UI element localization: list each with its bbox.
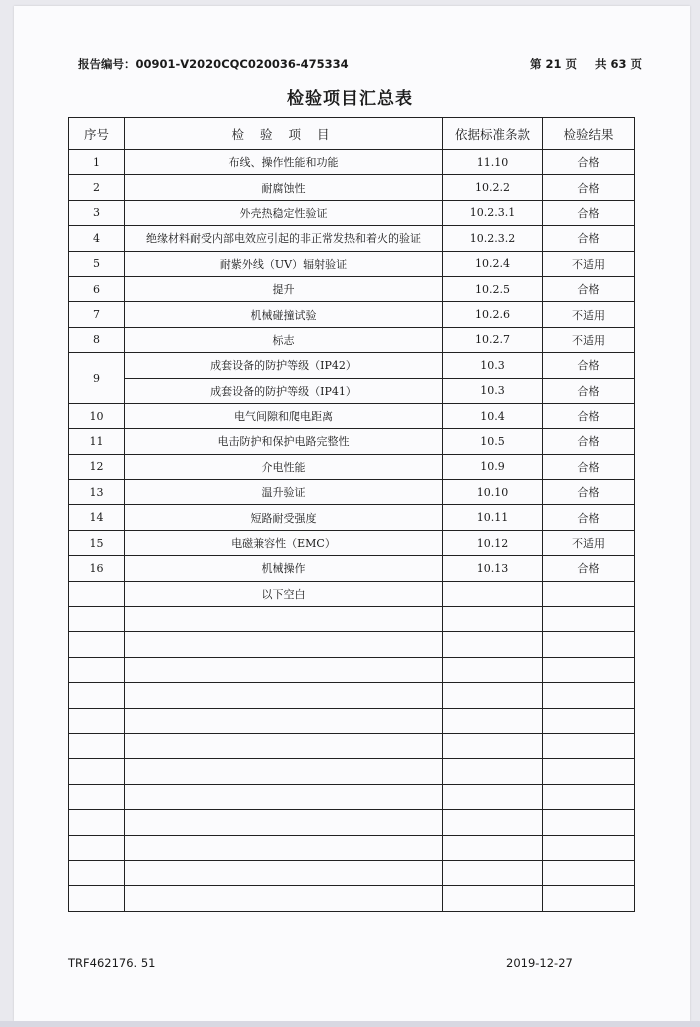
empty-cell <box>69 708 125 733</box>
row-clause: 10.2.2 <box>443 175 543 200</box>
empty-cell <box>543 784 635 809</box>
empty-cell <box>69 657 125 682</box>
row-clause: 10.2.3.2 <box>443 226 543 251</box>
row-no: 11 <box>69 429 125 454</box>
row-no: 8 <box>69 327 125 352</box>
row-no: 2 <box>69 175 125 200</box>
row-clause: 10.2.3.1 <box>443 200 543 225</box>
row-result: 合格 <box>543 505 635 530</box>
table-row-empty <box>69 835 635 860</box>
blank-note: 以下空白 <box>125 581 443 606</box>
empty-cell <box>443 860 543 885</box>
table-row-empty <box>69 708 635 733</box>
table-row <box>69 505 635 530</box>
row-result: 合格 <box>543 150 635 175</box>
row-item: 电气间隙和爬电距离 <box>125 403 443 428</box>
row-result: 不适用 <box>543 302 635 327</box>
row-no: 9 <box>69 353 125 404</box>
empty-cell <box>443 683 543 708</box>
row-clause: 10.12 <box>443 530 543 555</box>
table-row <box>69 530 635 555</box>
empty-cell <box>543 810 635 835</box>
row-no: 15 <box>69 530 125 555</box>
empty-cell <box>443 733 543 758</box>
row-item: 布线、操作性能和功能 <box>125 150 443 175</box>
row-result: 合格 <box>543 175 635 200</box>
report-number: 报告编号：00901-V2020CQC020036-475334 <box>78 57 349 71</box>
empty-cell <box>543 607 635 632</box>
row-result <box>543 581 635 606</box>
row-clause: 10.13 <box>443 556 543 581</box>
row-no: 13 <box>69 480 125 505</box>
row-item: 耐紫外线（UV）辐射验证 <box>125 251 443 276</box>
row-item: 耐腐蚀性 <box>125 175 443 200</box>
table-body <box>69 150 635 912</box>
table-row-empty <box>69 886 635 911</box>
table-row <box>69 226 635 251</box>
empty-cell <box>443 708 543 733</box>
page-title: 检验项目汇总表 <box>287 89 413 109</box>
empty-cell <box>125 784 443 809</box>
page-total: 共 63 页 <box>594 57 642 71</box>
empty-cell <box>443 632 543 657</box>
table-header-row <box>69 118 635 150</box>
table-row-empty <box>69 860 635 885</box>
row-clause: 11.10 <box>443 150 543 175</box>
row-item: 成套设备的防护等级（IP41） <box>125 378 443 403</box>
row-result: 不适用 <box>543 530 635 555</box>
row-clause: 10.9 <box>443 454 543 479</box>
header-result: 检验结果 <box>543 118 635 150</box>
row-result: 合格 <box>543 429 635 454</box>
row-result: 不适用 <box>543 251 635 276</box>
row-item: 成套设备的防护等级（IP42） <box>125 353 443 378</box>
header-clause: 依据标准条款 <box>443 118 543 150</box>
table-row <box>69 353 635 378</box>
header-item: 检 验 项 目 <box>125 118 443 150</box>
empty-cell <box>69 632 125 657</box>
empty-cell <box>543 759 635 784</box>
empty-cell <box>543 860 635 885</box>
empty-cell <box>125 657 443 682</box>
summary-table <box>68 117 635 912</box>
empty-cell <box>125 632 443 657</box>
row-result: 合格 <box>543 556 635 581</box>
row-no: 14 <box>69 505 125 530</box>
empty-cell <box>443 759 543 784</box>
table-row-empty <box>69 632 635 657</box>
row-clause: 10.2.4 <box>443 251 543 276</box>
empty-cell <box>69 886 125 911</box>
row-no <box>69 581 125 606</box>
row-no: 5 <box>69 251 125 276</box>
empty-cell <box>125 860 443 885</box>
row-clause: 10.4 <box>443 403 543 428</box>
empty-cell <box>125 733 443 758</box>
table-row-empty <box>69 657 635 682</box>
table-row <box>69 480 635 505</box>
empty-cell <box>69 784 125 809</box>
empty-cell <box>125 607 443 632</box>
row-no: 4 <box>69 226 125 251</box>
table-row-empty <box>69 810 635 835</box>
row-clause: 10.3 <box>443 353 543 378</box>
table-row-empty <box>69 607 635 632</box>
row-result: 合格 <box>543 378 635 403</box>
issue-date: 2019-12-27 <box>506 956 573 970</box>
empty-cell <box>69 835 125 860</box>
empty-cell <box>125 886 443 911</box>
empty-cell <box>443 607 543 632</box>
empty-cell <box>543 657 635 682</box>
row-item: 电击防护和保护电路完整性 <box>125 429 443 454</box>
row-result: 合格 <box>543 403 635 428</box>
empty-cell <box>69 607 125 632</box>
row-no: 6 <box>69 276 125 301</box>
summary-table-wrapper <box>68 117 634 912</box>
empty-cell <box>543 708 635 733</box>
row-result: 合格 <box>543 276 635 301</box>
table-row-blank-note <box>69 581 635 606</box>
empty-cell <box>443 810 543 835</box>
page-current: 第 21 页 <box>529 57 577 71</box>
empty-cell <box>443 886 543 911</box>
row-item: 标志 <box>125 327 443 352</box>
table-row <box>69 429 635 454</box>
row-no: 16 <box>69 556 125 581</box>
row-result: 合格 <box>543 226 635 251</box>
empty-cell <box>543 886 635 911</box>
empty-cell <box>443 657 543 682</box>
row-item: 绝缘材料耐受内部电效应引起的非正常发热和着火的验证 <box>125 226 443 251</box>
table-row <box>69 200 635 225</box>
empty-cell <box>69 810 125 835</box>
table-row-empty <box>69 733 635 758</box>
row-clause <box>443 581 543 606</box>
row-item: 介电性能 <box>125 454 443 479</box>
empty-cell <box>125 759 443 784</box>
row-result: 不适用 <box>543 327 635 352</box>
row-no: 10 <box>69 403 125 428</box>
row-no: 3 <box>69 200 125 225</box>
table-row <box>69 556 635 581</box>
table-row <box>69 454 635 479</box>
row-result: 合格 <box>543 454 635 479</box>
row-clause: 10.11 <box>443 505 543 530</box>
table-row <box>69 327 635 352</box>
row-clause: 10.2.7 <box>443 327 543 352</box>
row-item: 机械碰撞试验 <box>125 302 443 327</box>
table-row-empty <box>69 759 635 784</box>
row-no: 12 <box>69 454 125 479</box>
table-row <box>69 302 635 327</box>
table-row <box>69 175 635 200</box>
row-item: 外壳热稳定性验证 <box>125 200 443 225</box>
row-result: 合格 <box>543 480 635 505</box>
row-item: 提升 <box>125 276 443 301</box>
empty-cell <box>69 733 125 758</box>
row-item: 温升验证 <box>125 480 443 505</box>
form-number: TRF462176. 51 <box>68 956 156 970</box>
empty-cell <box>69 759 125 784</box>
row-item: 电磁兼容性（EMC） <box>125 530 443 555</box>
empty-cell <box>69 860 125 885</box>
empty-cell <box>69 683 125 708</box>
empty-cell <box>125 835 443 860</box>
row-clause: 10.5 <box>443 429 543 454</box>
empty-cell <box>125 708 443 733</box>
empty-cell <box>543 632 635 657</box>
empty-cell <box>125 683 443 708</box>
scan-edge <box>0 1021 700 1027</box>
empty-cell <box>543 683 635 708</box>
row-result: 合格 <box>543 200 635 225</box>
row-clause: 10.2.5 <box>443 276 543 301</box>
row-clause: 10.3 <box>443 378 543 403</box>
empty-cell <box>543 835 635 860</box>
table-row-empty <box>69 784 635 809</box>
row-clause: 10.10 <box>443 480 543 505</box>
table-row <box>69 378 635 403</box>
row-no: 7 <box>69 302 125 327</box>
table-row <box>69 251 635 276</box>
row-result: 合格 <box>543 353 635 378</box>
empty-cell <box>443 835 543 860</box>
empty-cell <box>443 784 543 809</box>
empty-cell <box>125 810 443 835</box>
empty-cell <box>543 733 635 758</box>
row-clause: 10.2.6 <box>443 302 543 327</box>
table-row-empty <box>69 683 635 708</box>
header-no: 序号 <box>69 118 125 150</box>
row-item: 机械操作 <box>125 556 443 581</box>
row-no: 1 <box>69 150 125 175</box>
table-row <box>69 276 635 301</box>
row-item: 短路耐受强度 <box>125 505 443 530</box>
table-row <box>69 403 635 428</box>
page-indicator <box>526 56 642 72</box>
table-row <box>69 150 635 175</box>
